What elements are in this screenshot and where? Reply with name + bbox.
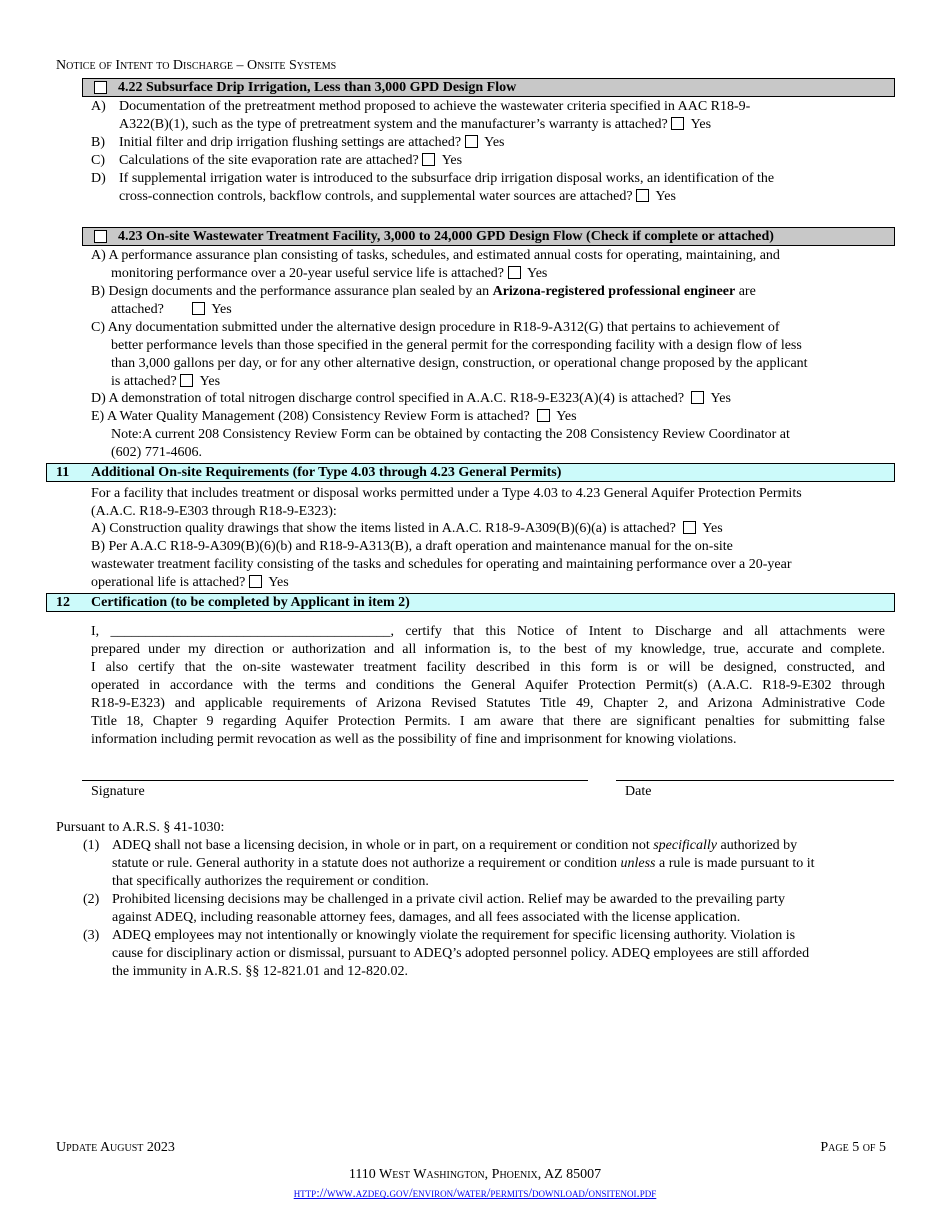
item-d-text: If supplemental irrigation water is introduced to the subsurface drip irrigation disposal works, an identification of the — [119, 171, 775, 186]
section-12-number: 12 — [56, 595, 70, 610]
item-c-text: Calculations of the site evaporation rate are attached? Yes — [119, 153, 463, 168]
s423-item-c-4: is attached? Yes — [111, 374, 221, 389]
s423-item-c: C) Any documentation submitted under the alternative design procedure in R18-9-A312(G) that pertains to achievement of — [91, 320, 780, 335]
item-b-label: B) — [91, 135, 105, 150]
s11-a-yes-checkbox[interactable] — [683, 521, 696, 534]
ars-item-2-number: (2) — [83, 892, 100, 907]
s423-item-c-3: than 3,000 gallons per day, or for any other alternative design, construction, or operational change proposed by the applicant — [111, 356, 808, 371]
section-4-22-title: 4.22 Subsurface Drip Irrigation, Less than 3,000 GPD Design Flow — [118, 80, 517, 95]
s423-a-yes-checkbox[interactable] — [508, 266, 521, 279]
ars-item-1: ADEQ shall not base a licensing decision, in whole or in part, on a requirement or condition not specifically authorized by — [112, 838, 798, 853]
section-4-23-checkbox[interactable] — [94, 230, 107, 243]
section-4-23-title: 4.23 On-site Wastewater Treatment Facility, 3,000 to 24,000 GPD Design Flow (Check if complete or attached) — [118, 229, 774, 244]
signature-label: Signature — [91, 784, 145, 799]
ars-item-3: ADEQ employees may not intentionally or knowingly violate the requirement for specific licensing authority. Violation is — [112, 928, 796, 943]
ars-item-1-3: that specifically authorizes the requirement or condition. — [112, 874, 429, 889]
item-c-yes-checkbox[interactable] — [422, 153, 435, 166]
s11-item-a: A) Construction quality drawings that show the items listed in A.A.C. R18-9-A309(B)(6)(a) is attached? Yes — [91, 521, 723, 536]
s11-item-b: B) Per A.A.C R18-9-A309(B)(6)(b) and R18-9-A313(B), a draft operation and maintenance manual for the on-site — [91, 539, 733, 554]
date-line[interactable] — [616, 780, 894, 781]
footer-page-number: Page 5 of 5 — [820, 1140, 886, 1155]
s11-intro-2: (A.A.C. R18-9-E303 through R18-9-E323): — [91, 504, 337, 519]
section-11-header — [46, 463, 895, 482]
ars-item-3-3: the immunity in A.R.S. §§ 12-821.01 and 12-820.02. — [112, 964, 408, 979]
item-a-yes-checkbox[interactable] — [671, 117, 684, 130]
s11-item-b-2: wastewater treatment facility consisting of the tasks and schedules for operating and maintaining performance over a 20-year — [91, 557, 792, 572]
s423-item-a: A) A performance assurance plan consisting of tasks, schedules, and estimated annual costs for operating, maintaining, and — [91, 248, 780, 263]
section-4-22-header — [82, 78, 895, 97]
item-a-label: A) — [91, 99, 106, 114]
ars-item-1-number: (1) — [83, 838, 100, 853]
s11-b-yes-checkbox[interactable] — [249, 575, 262, 588]
item-d-yes-checkbox[interactable] — [636, 189, 649, 202]
item-a-text-2: A322(B)(1), such as the type of pretreatment system and the manufacturer’s warranty is attached? Yes — [119, 117, 712, 132]
section-4-23-header — [82, 227, 895, 246]
s423-c-yes-checkbox[interactable] — [180, 374, 193, 387]
s423-note-2: (602) 771-4606. — [111, 445, 202, 460]
footer-url-link[interactable]: http://www.azdeq.gov/environ/water/permits/download/onsitenoi.pdf — [293, 1185, 657, 1200]
item-d-text-2: cross-connection controls, backflow controls, and supplemental water sources are attached? Yes — [119, 189, 676, 204]
s423-item-a-2: monitoring performance over a 20-year useful service life is attached? Yes — [111, 266, 548, 281]
footer-address: 1110 West Washington, Phoenix, AZ 85007 — [348, 1167, 602, 1182]
item-d-label: D) — [91, 171, 106, 186]
s423-b-yes-checkbox[interactable] — [192, 302, 205, 315]
s423-item-b: B) Design documents and the performance assurance plan sealed by an Arizona-registered professional engineer are — [91, 284, 756, 299]
item-b-yes-checkbox[interactable] — [465, 135, 478, 148]
ars-intro: Pursuant to A.R.S. § 41-1030: — [56, 820, 225, 835]
item-c-label: C) — [91, 153, 105, 168]
s423-item-d: D) A demonstration of total nitrogen discharge control specified in A.A.C. R18-9-E323(A)(4) is attached? Yes — [91, 391, 731, 406]
s11-item-b-3: operational life is attached? Yes — [91, 575, 289, 590]
section-12-title: Certification (to be completed by Applicant in item 2) — [91, 595, 410, 610]
date-label: Date — [625, 784, 652, 799]
section-11-title: Additional On-site Requirements (for Type 4.03 through 4.23 General Permits) — [91, 465, 562, 480]
ars-item-3-number: (3) — [83, 928, 100, 943]
section-4-22-checkbox[interactable] — [94, 81, 107, 94]
s423-item-e: E) A Water Quality Management (208) Consistency Review Form is attached? Yes — [91, 409, 577, 424]
item-b-text: Initial filter and drip irrigation flushing settings are attached? Yes — [119, 135, 505, 150]
ars-item-1-2: statute or rule. General authority in a statute does not authorize a requirement or condition unless a rule is made pursuant to it — [112, 856, 815, 871]
ars-item-2-2: against ADEQ, including reasonable attorney fees, damages, and all fees associated with the license application. — [112, 910, 741, 925]
ars-item-3-2: cause for disciplinary action or dismissal, pursuant to ADEQ’s adopted personnel policy. ADEQ employees are still afforded — [112, 946, 810, 961]
s423-item-c-2: better performance levels than those specified in the general permit for the corresponding facility with a design flow of less — [111, 338, 802, 353]
signature-line[interactable] — [82, 780, 588, 781]
section-12-header — [46, 593, 895, 612]
ars-item-2: Prohibited licensing decisions may be challenged in a private civil action. Relief may be awarded to the prevailing party — [112, 892, 785, 907]
footer-update: Update August 2023 — [56, 1140, 175, 1155]
document-header: Notice of Intent to Discharge – Onsite Systems — [56, 58, 337, 73]
s423-note: Note:A current 208 Consistency Review Form can be obtained by contacting the 208 Consistency Review Coordinator at — [111, 427, 790, 442]
s423-item-b-2: attached? Yes — [111, 302, 232, 317]
s11-intro: For a facility that includes treatment or disposal works permitted under a Type 4.03 to 4.23 General Aquifer Protection Permits — [91, 486, 802, 501]
s423-d-yes-checkbox[interactable] — [691, 391, 704, 404]
item-a-text: Documentation of the pretreatment method proposed to achieve the wastewater criteria specified in AAC R18-9- — [119, 99, 751, 114]
s423-e-yes-checkbox[interactable] — [537, 409, 550, 422]
section-11-number: 11 — [56, 465, 70, 480]
